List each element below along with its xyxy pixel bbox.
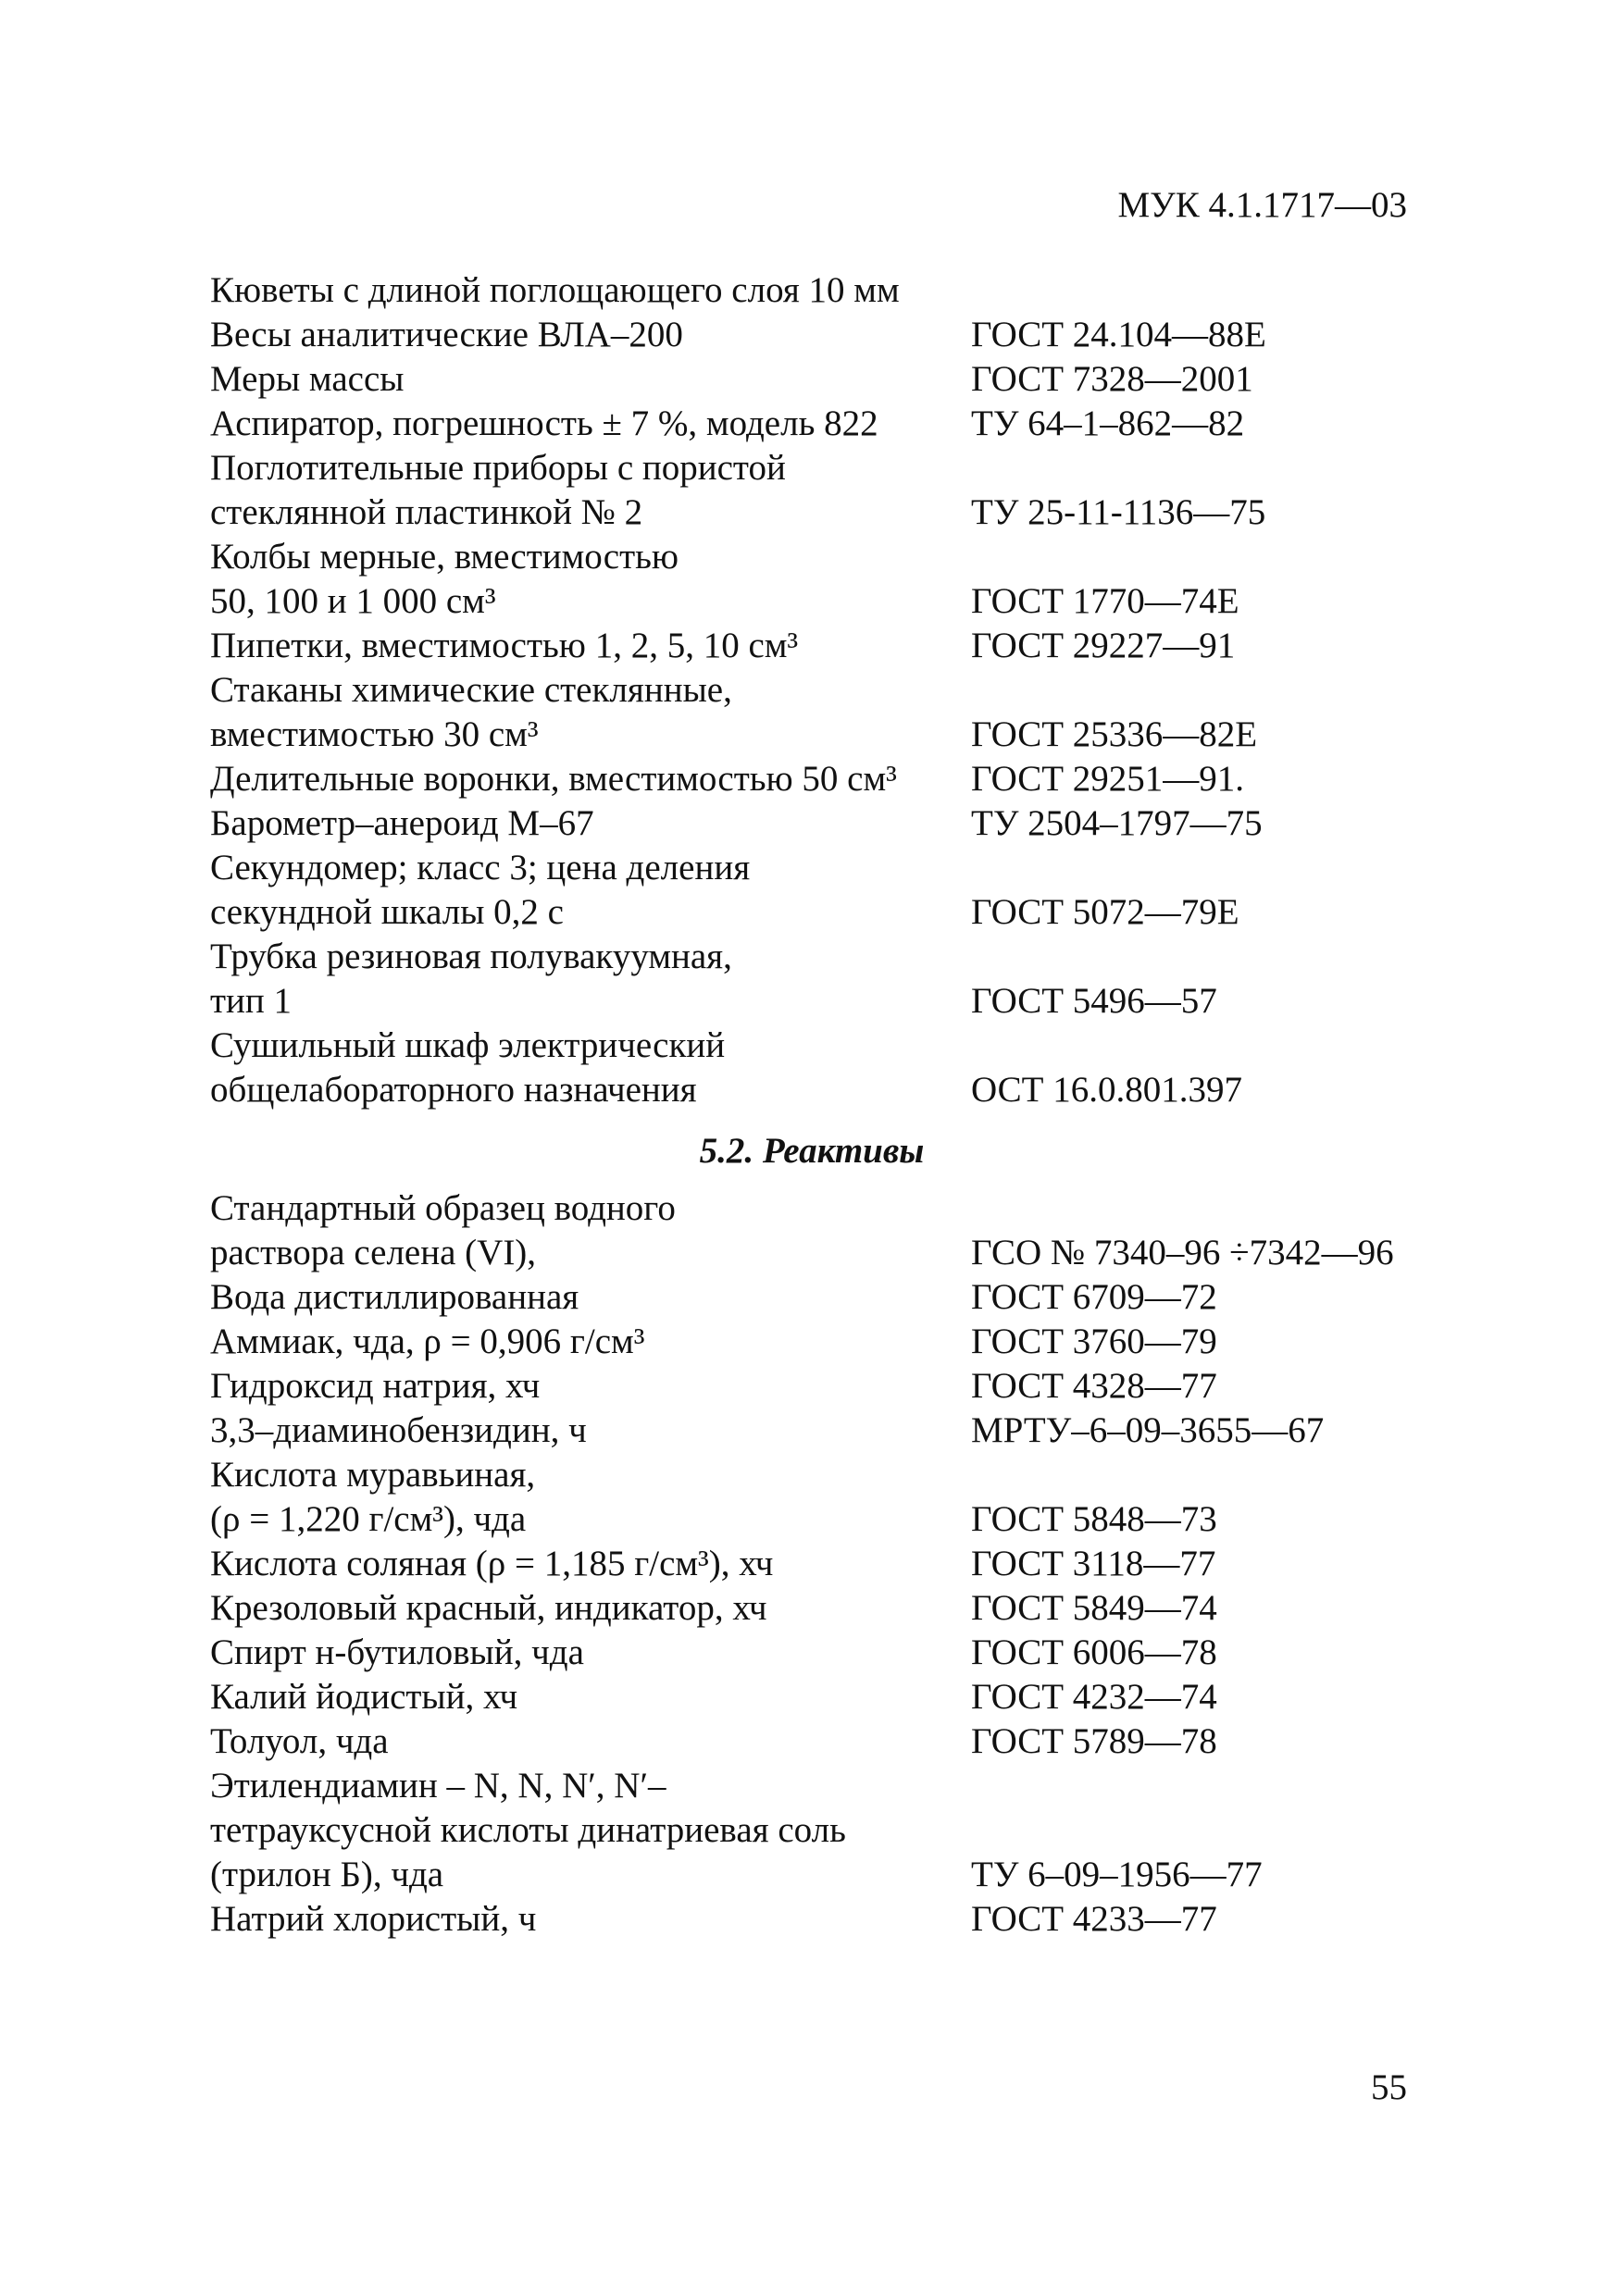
item-name: Спирт н-бутиловый, чда [210, 1632, 584, 1672]
list-item [210, 757, 1414, 801]
item-name: Стандартный образец водного [210, 1188, 676, 1228]
list-item [210, 490, 1414, 535]
item-standard: ГОСТ 6006—78 [971, 1632, 1217, 1672]
item-name: Аспиратор, погрешность ± 7 %, модель 822 [210, 403, 878, 443]
list-item [210, 1409, 1414, 1453]
item-standard: ГОСТ 7328—2001 [971, 359, 1253, 399]
list-item [210, 935, 1414, 979]
list-item [210, 668, 1414, 713]
list-item [210, 979, 1414, 1024]
item-standard: ГОСТ 29251—91. [971, 759, 1245, 799]
item-standard: ГОСТ 4232—74 [971, 1677, 1217, 1717]
item-standard: ТУ 6–09–1956—77 [971, 1855, 1263, 1894]
list-item [210, 1231, 1414, 1275]
list-item [210, 1068, 1414, 1112]
list-item [210, 402, 1414, 446]
list-item [210, 890, 1414, 935]
item-standard: ГОСТ 5496—57 [971, 981, 1217, 1021]
item-standard: ГОСТ 5848—73 [971, 1499, 1217, 1539]
item-name: Поглотительные приборы с пористой [210, 448, 786, 488]
list-item [210, 1542, 1414, 1586]
item-name: Сушильный шкаф электрический [210, 1025, 726, 1065]
item-name: Секундомер; класс 3; цена деления [210, 848, 751, 887]
item-name: Этилендиамин – N, N, N′, N′– [210, 1766, 666, 1806]
item-name: вместимостью 30 см³ [210, 714, 539, 754]
item-standard: ТУ 64–1–862—82 [971, 403, 1245, 443]
item-standard: ГОСТ 4328—77 [971, 1366, 1217, 1406]
list-item [210, 268, 1414, 313]
list-item [210, 1320, 1414, 1364]
equipment-list [210, 268, 1414, 1112]
document-code-header: МУК 4.1.1717—03 [1117, 185, 1407, 225]
item-name: раствора селена (VI), [210, 1233, 537, 1272]
item-name: 3,3–диаминобензидин, ч [210, 1410, 587, 1450]
item-name: Меры массы [210, 359, 405, 399]
list-item [210, 801, 1414, 846]
list-item [210, 1497, 1414, 1542]
list-item [210, 1275, 1414, 1320]
list-item [210, 846, 1414, 890]
item-name: Кюветы с длиной поглощающего слоя 10 мм [210, 270, 900, 310]
item-name: Гидроксид натрия, хч [210, 1366, 541, 1406]
item-name: Калий йодистый, хч [210, 1677, 518, 1717]
page-number: 55 [1371, 2067, 1407, 2107]
item-standard: МРТУ–6–09–3655—67 [971, 1410, 1325, 1450]
list-item [210, 579, 1414, 624]
item-name: Колбы мерные, вместимостью [210, 537, 679, 577]
item-name: Пипетки, вместимостью 1, 2, 5, 10 см³ [210, 626, 799, 665]
list-item [210, 1764, 1414, 1808]
list-item [210, 1024, 1414, 1068]
list-item [210, 1853, 1414, 1897]
item-name: (трилон Б), чда [210, 1855, 444, 1894]
list-item [210, 1364, 1414, 1409]
list-item [210, 1586, 1414, 1631]
item-standard: ТУ 2504–1797—75 [971, 803, 1263, 843]
list-item [210, 1453, 1414, 1497]
reagents-list [210, 1186, 1414, 1942]
item-name: секундной шкалы 0,2 с [210, 892, 564, 932]
list-item [210, 1631, 1414, 1675]
item-name: Толуол, чда [210, 1721, 389, 1761]
item-name: Барометр–анероид М–67 [210, 803, 594, 843]
item-standard: ОСТ 16.0.801.397 [971, 1070, 1242, 1110]
item-name: 50, 100 и 1 000 см³ [210, 581, 496, 621]
page-content [210, 268, 1414, 1942]
item-standard: ГОСТ 25336—82Е [971, 714, 1258, 754]
list-item [210, 357, 1414, 402]
list-item [210, 1186, 1414, 1231]
item-name: Крезоловый красный, индикатор, хч [210, 1588, 767, 1628]
item-standard: ГОСТ 29227—91 [971, 626, 1236, 665]
item-name: Кислота соляная (ρ = 1,185 г/см³), хч [210, 1544, 774, 1583]
item-name: тип 1 [210, 981, 293, 1021]
item-standard: ГОСТ 3760—79 [971, 1322, 1217, 1361]
list-item [210, 313, 1414, 357]
item-standard: ГОСТ 3118—77 [971, 1544, 1216, 1583]
item-name: Делительные воронки, вместимостью 50 см³ [210, 759, 897, 799]
list-item [210, 1897, 1414, 1942]
list-item [210, 446, 1414, 490]
item-name: тетрауксусной кислоты динатриевая соль [210, 1810, 846, 1850]
item-name: Вода дистиллированная [210, 1277, 579, 1317]
section-heading: 5.2. Реактивы [699, 1131, 925, 1171]
item-name: (ρ = 1,220 г/см³), чда [210, 1499, 527, 1539]
list-item [210, 535, 1414, 579]
list-item [210, 713, 1414, 757]
item-standard: ГОСТ 5789—78 [971, 1721, 1217, 1761]
item-name: Весы аналитические ВЛА–200 [210, 315, 683, 354]
item-standard: ГОСТ 5072—79Е [971, 892, 1239, 932]
item-standard: ГОСТ 24.104—88Е [971, 315, 1266, 354]
item-name: общелабораторного назначения [210, 1070, 697, 1110]
item-standard: ГСО № 7340–96 ÷7342—96 [971, 1233, 1394, 1272]
item-name: Натрий хлористый, ч [210, 1899, 537, 1939]
item-name: Стаканы химические стеклянные, [210, 670, 732, 710]
item-standard: ТУ 25-11-1136—75 [971, 492, 1266, 532]
item-name: Аммиак, чда, ρ = 0,906 г/см³ [210, 1322, 645, 1361]
list-item [210, 1719, 1414, 1764]
item-standard: ГОСТ 4233—77 [971, 1899, 1217, 1939]
item-standard: ГОСТ 6709—72 [971, 1277, 1217, 1317]
item-standard: ГОСТ 5849—74 [971, 1588, 1217, 1628]
list-item [210, 624, 1414, 668]
item-standard: ГОСТ 1770—74Е [971, 581, 1239, 621]
list-item [210, 1675, 1414, 1719]
list-item [210, 1808, 1414, 1853]
item-name: стеклянной пластинкой № 2 [210, 492, 643, 532]
item-name: Кислота муравьиная, [210, 1455, 536, 1495]
item-name: Трубка резиновая полувакуумная, [210, 937, 732, 976]
